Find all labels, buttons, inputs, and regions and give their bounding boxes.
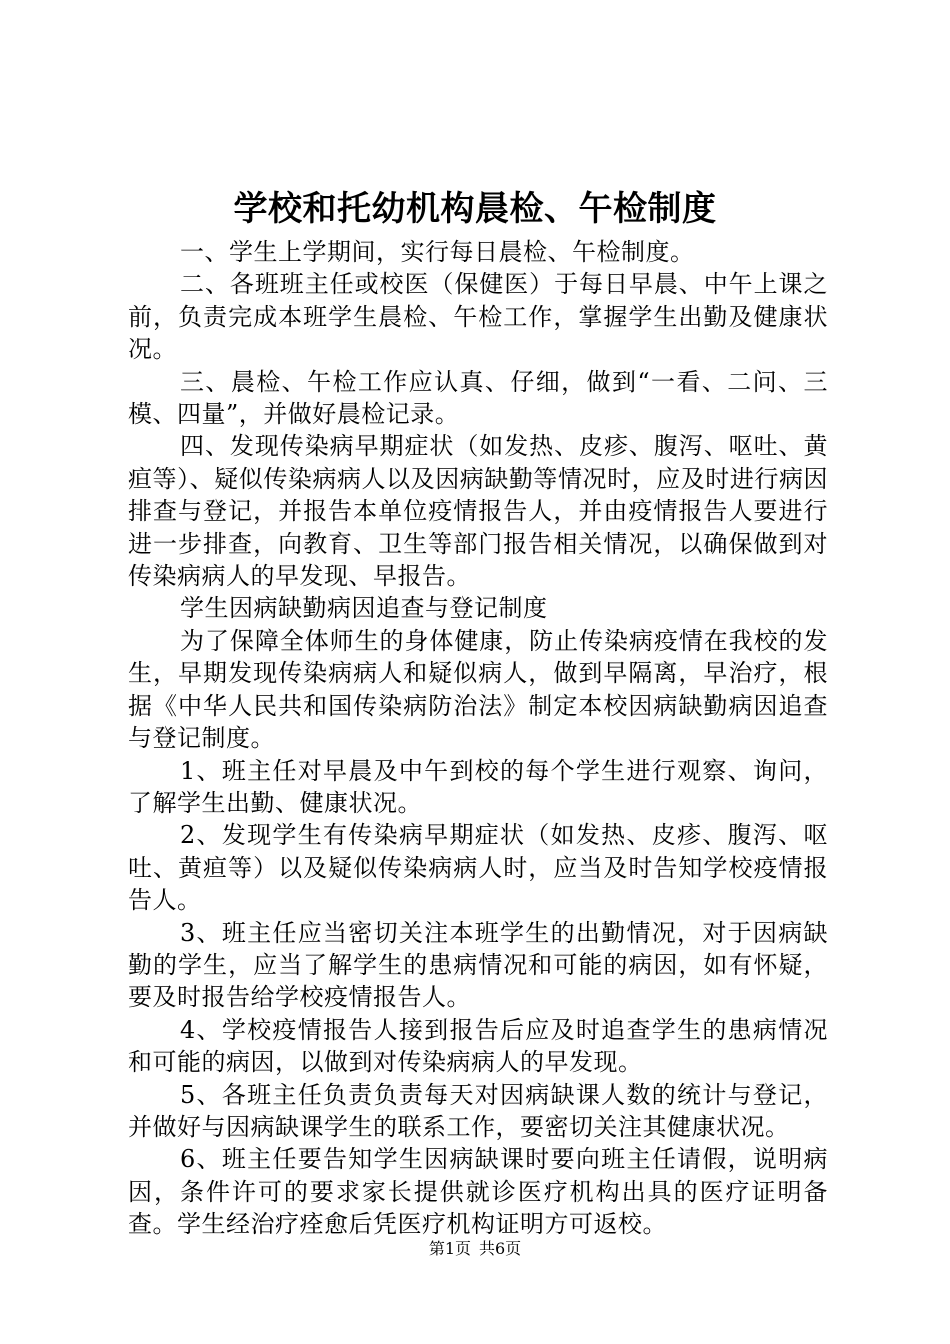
- paragraph-2: 二、各班班主任或校医（保健医）于每日早晨、中午上课之前，负责完成本班学生晨检、午检工作，掌握学生出勤及健康状况。: [128, 270, 828, 364]
- rule-item-6: 6、班主任要告知学生因病缺课时要向班主任请假，说明病因，条件许可的要求家长提供就诊医疗机构出具的医疗证明备查。学生经治疗痊愈后凭医疗机构证明方可返校。: [128, 1145, 828, 1239]
- paragraph-1: 一、学生上学期间，实行每日晨检、午检制度。: [180, 238, 695, 266]
- rule-item-4: 4、学校疫情报告人接到报告后应及时追查学生的患病情况和可能的病因，以做到对传染病病人的早发现。: [128, 1015, 828, 1077]
- section-heading: 学生因病缺勤病因追查与登记制度: [180, 594, 548, 623]
- document-title: 学校和托幼机构晨检、午检制度: [233, 189, 717, 229]
- page-number-current: 第1页: [428, 1239, 471, 1258]
- rule-item-3: 3、班主任应当密切关注本班学生的出勤情况，对于因病缺勤的学生，应当了解学生的患病情况和可能的病因，如有怀疑，要及时报告给学校疫情报告人。: [128, 918, 828, 1012]
- rule-item-5: 5、各班主任负责负责每天对因病缺课人数的统计与登记，并做好与因病缺课学生的联系工作，要密切关注其健康状况。: [128, 1080, 828, 1141]
- page-footer: [0, 1239, 950, 1259]
- rule-item-1: 1、班主任对早晨及中午到校的每个学生进行观察、询问，了解学生出勤、健康状况。: [128, 756, 828, 817]
- paragraph-3: 三、晨检、午检工作应认真、仔细，做到“一看、二问、三模、四量”，并做好晨检记录。: [128, 367, 828, 429]
- paragraph-6: 为了保障全体师生的身体健康，防止传染病疫情在我校的发生，早期发现传染病病人和疑似病人，做到早隔离，早治疗，根据《中华人民共和国传染病防治法》制定本校因病缺勤病因追查与登记制度。: [128, 626, 828, 753]
- page-number-total: 共6页: [479, 1239, 522, 1258]
- rule-item-2: 2、发现学生有传染病早期症状（如发热、皮疹、腹泻、呕吐、黄疸等）以及疑似传染病病人时，应当及时告知学校疫情报告人。: [128, 821, 828, 915]
- paragraph-4: 四、发现传染病早期症状（如发热、皮疹、腹泻、呕吐、黄疸等）、疑似传染病病人以及因病缺勤等情况时，应及时进行病因排查与登记，并报告本单位疫情报告人，并由疫情报告人要进行进一步排查，向教育、卫生等部门报告相关情况，以确保做到对传染病病人的早发现、早报告。: [128, 432, 828, 591]
- document-body: [128, 236, 828, 1241]
